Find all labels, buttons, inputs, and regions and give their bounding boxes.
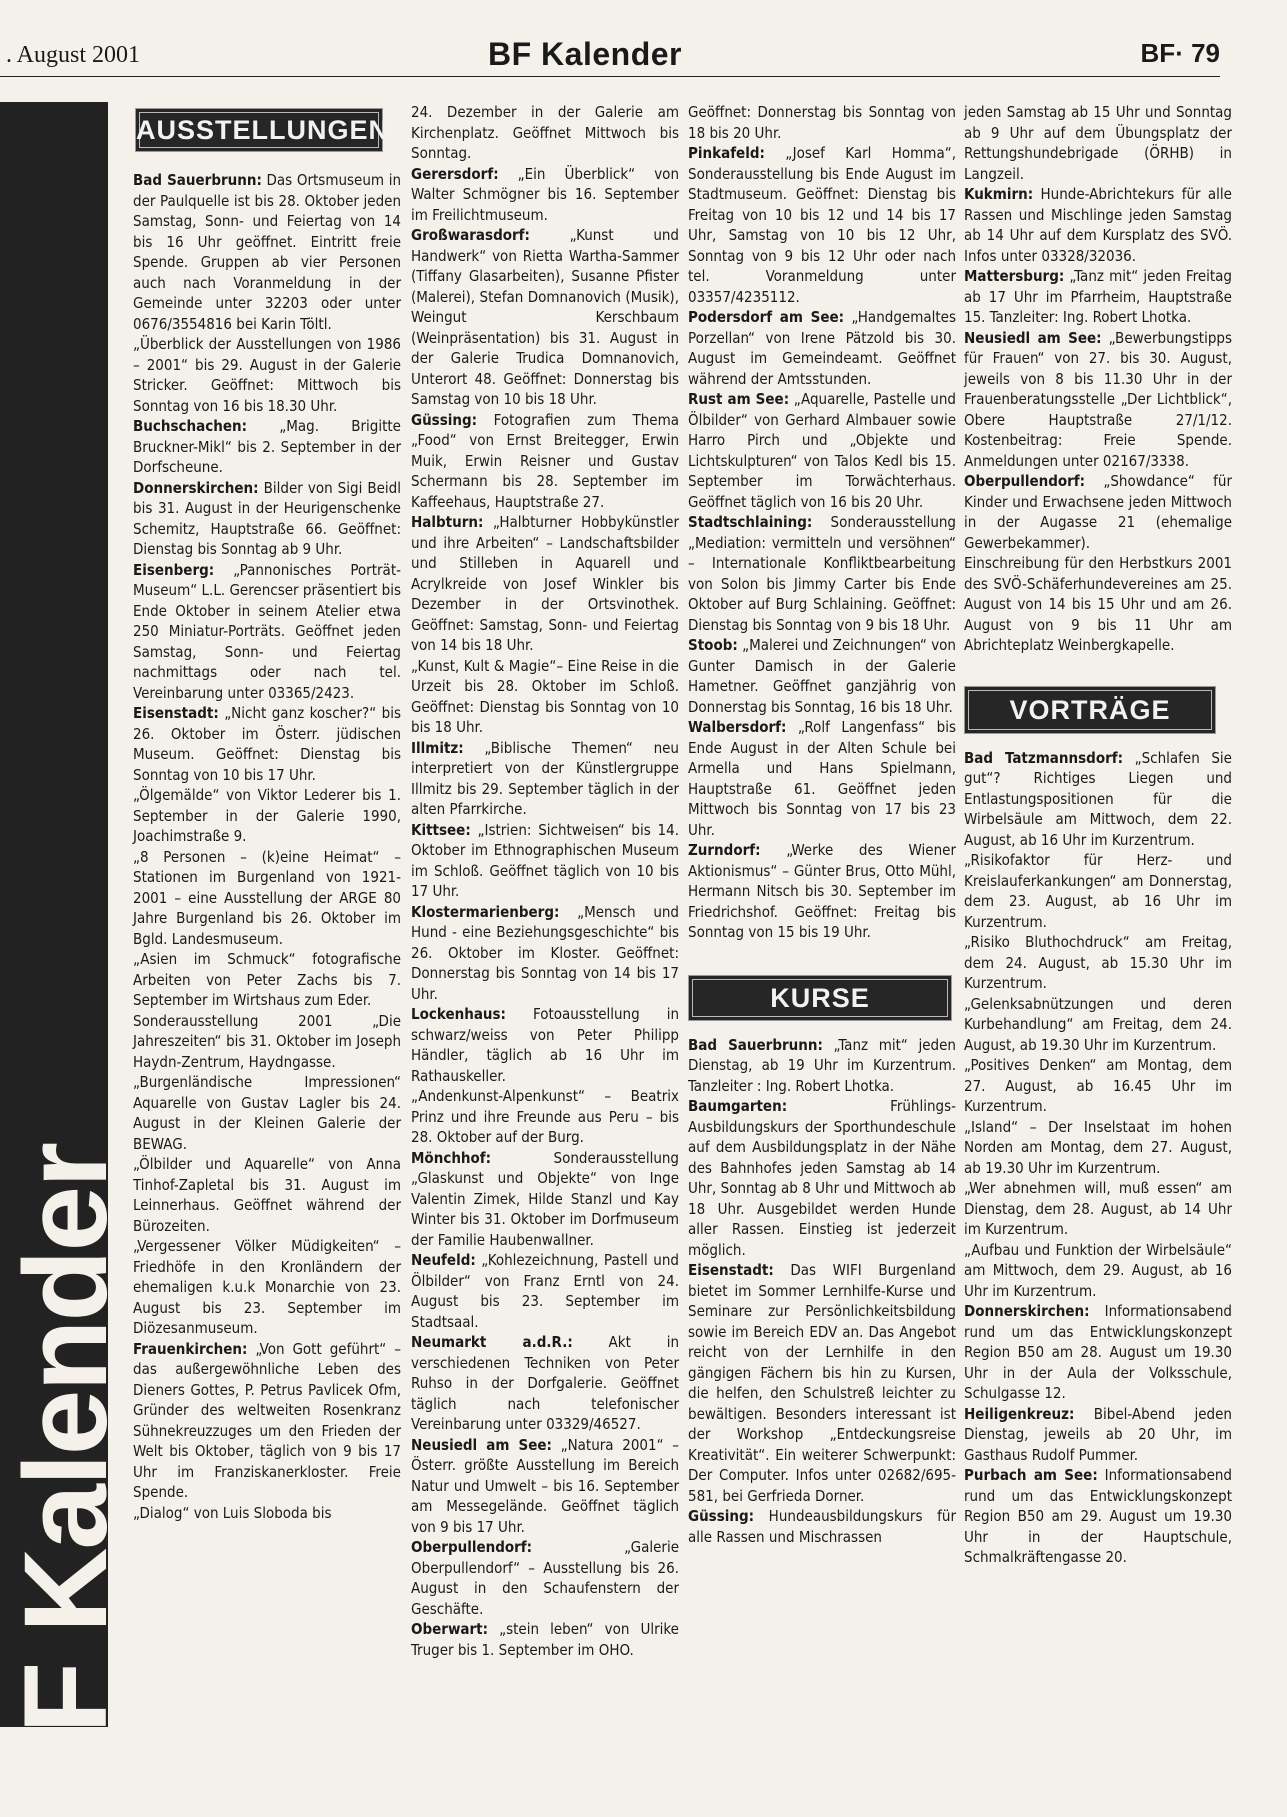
entry-location: Oberwart: [411,1620,489,1638]
calendar-entry [964,994,1232,1056]
entry-text: Hundeausbildungskurs für alle Rassen und Mischrassen [688,1507,956,1546]
entry-location: Neumarkt a.d.R.: [411,1333,573,1351]
entries-col-4a [964,102,1232,656]
entry-text: Akt in verschiedenen Techniken von Peter Ruhso in der Dorfgalerie. Geöffnet täglich nach telefonischer Vereinbarung unter 03329/46527. [411,1333,679,1433]
section-header-kurse: KURSE [688,975,952,1021]
calendar-entry [411,1537,679,1619]
calendar-entry [688,512,956,635]
entry-text: „Dialog“ von Luis Sloboda bis [133,1503,332,1522]
entry-text: „Rolf Langenfass“ bis Ende August in der Alten Schule bei Armella und Hans Spielmann, Hauptstraße 61. Geöffnet jeden Mittwoch bis Sonntag von 17 bis 23 Uhr. [688,718,956,839]
entry-location: Buchschachen: [133,417,248,435]
entry-text: „Halbturner Hobbykünstler und ihre Arbeiten“ – Landschaftsbilder und Stilleben in Aquarell und Acrylkreide von Josef Winkler bis Dezember in der Ortsvinothek. Geöffnet: Samstag, Sonn- und Feiertag von 14 bis 18 Uhr. [411,513,679,654]
entry-text: Sonderausstellung „Glaskunst und Objekte“ von Inge Valentin Zimek, Hilde Stanzl und Kay Winter bis 31. Oktober im Dorfmuseum der Familie Haubenwallner. [411,1148,679,1249]
entry-text: „Tanz mit“ jeden Dienstag, ab 19 Uhr im Kurzentrum. Tanzleiter : Ing. Robert Lhotka. [688,1035,956,1095]
calendar-entry [964,1240,1232,1302]
calendar-entry [964,1301,1232,1404]
entry-text: Geöffnet: Donnerstag bis Sonntag von 18 bis 20 Uhr. [688,103,956,142]
entry-location: Podersdorf am See: [688,308,845,326]
calendar-entry [688,1035,956,1097]
calendar-entry [133,1236,401,1339]
entry-text: Frühlings-Ausbildungskurs der Sporthundeschule auf dem Ausbildungsplatz in der Nähe des Bahnhofes jeden Samstag ab 14 Uhr, Sonntag ab 8 Uhr und Mittwoch ab 18 Uhr. Ausgebildet werden Hunde aller Rassen. Einstieg ist jederzeit möglich. [688,1097,956,1259]
calendar-entry [133,847,401,950]
calendar-entry [133,170,401,334]
entry-text: „Kunst, Kult & Magie“– Eine Reise in die Urzeit bis 28. Oktober im Schloß. Geöffnet: Dienstag bis Sonntag von 10 bis 18 Uhr. [411,656,679,736]
calendar-entry [133,416,401,478]
entry-location: Oberpullendorf: [411,1538,533,1556]
entry-text: „Risiko Bluthochdruck“ am Freitag, dem 24. August, ab 15.30 Uhr im Kurzentrum. [964,933,1232,992]
calendar-entry [411,902,679,1005]
entry-text: „Positives Denken“ am Montag, dem 27. August, ab 16.45 Uhr im Kurzentrum. [964,1056,1232,1115]
entry-text: „Kunst und Handwerk“ von Rietta Wartha-Sammer (Tiffany Glasarbeiten), Susanne Pfister (Malerei), Stefan Domnanovich (Musik), Weingut Kerschbaum (Weinpräsentation) bis 31. August in der Galerie Trudica Domnanovich, Unterort 48. Geöffnet: Donnerstag bis Samstag von 10 bis 18 Uhr. [411,226,679,408]
entry-text: „Wer abnehmen will, muß essen“ am Dienstag, dem 28. August, ab 14 Uhr im Kurzentrum. [964,1179,1232,1238]
calendar-entry [411,1086,679,1148]
entry-text: jeden Samstag ab 15 Uhr und Sonntag ab 9 Uhr auf dem Übungsplatz der Rettungshundebrigade (ÖRHB) in Langzeil. [964,103,1232,183]
calendar-entry [411,1332,679,1435]
entry-text: „Galerie Oberpullendorf“ – Ausstellung bis 26. August in den Schaufenstern der Geschäfte. [411,1538,679,1618]
entry-text: „Island“ – Der Inselstaat im hohen Norden am Montag, dem 27. August, ab 19.30 Uhr im Kurzentrum. [964,1117,1232,1177]
entries-col-2 [411,102,679,1660]
section-header-vortraege: VORTRÄGE [964,686,1216,734]
entry-location: Kittsee: [411,820,471,839]
entry-text: „Bewerbungstipps für Frauen“ von 27. bis 30. August, jeweils von 8 bis 11.30 Uhr in der Frauenberatungsstelle „Der Lichtblick“, Obere Hauptstraße 27/1/12. Kostenbeitrag: Freie Spende. Anmeldungen unter 02167/3338. [964,328,1232,470]
calendar-entry [964,1055,1232,1117]
entry-location: Kukmirn: [964,185,1034,203]
column-1 [133,102,401,1523]
entry-text: „Burgenländische Impressionen“ Aquarelle von Gustav Lagler bis 24. August in der Kleinen Galerie der BEWAG. [133,1073,401,1153]
entry-text: Fotografien zum Thema „Food“ von Ernst Breitegger, Erwin Muik, Erwin Reisner und Gustav Schermann bis 28. September im Kaffeehaus, Hauptstraße 27. [411,410,679,511]
entry-text: Bilder von Sigi Beidl bis 31. August in der Heurigenschenke Schemitz, Hauptstraße 66. Geöffnet: Dienstag bis Sonntag ab 9 Uhr. [133,478,401,558]
entry-location: Baumgarten: [688,1097,788,1115]
calendar-entry [133,1154,401,1236]
calendar-entry [964,850,1232,932]
column-3 [688,102,956,1547]
calendar-entry [411,820,679,902]
entries-col-3b [688,1035,956,1548]
calendar-entry [964,553,1232,656]
entry-text: „Gelenksabnützungen und deren Kurbehandlung“ am Freitag, dem 24. August, ab 19.30 Uhr im Kurzentrum. [964,994,1232,1054]
entry-location: Güssing: [688,1507,755,1525]
entry-text: „Ölbilder und Aquarelle“ von Anna Tinhof-Zapletal bis 31. August im Leinnerhaus. Geöffnet während der Bürozeiten. [133,1155,401,1235]
calendar-entry [411,656,679,738]
entry-location: Purbach am See: [964,1466,1098,1484]
entry-location: Stoob: [688,636,738,654]
entry-location: Neufeld: [411,1251,476,1269]
entry-location: Rust am See: [688,390,790,408]
entry-text: „Vergessener Völker Müdigkeiten“ – Friedhöfe in den Kronländern der ehemaligen k.u.k Monarchie von 23. August bis 23. September im Diözesanmuseum. [133,1237,401,1337]
calendar-entry [411,410,679,513]
calendar-entry [964,1117,1232,1179]
entry-location: Neusiedl am See: [411,1435,552,1454]
entry-text: Hunde-Abrichtekurs für alle Rassen und Mischlinge jeden Samstag ab 14 Uhr auf dem Kursplatz des SVÖ. Infos unter 03328/32036. [964,185,1232,265]
entry-text: „Natura 2001“ – Österr. größte Ausstellung im Bereich Natur und Umwelt – bis 16. September am Messegelände. Geöffnet täglich von 9 bis 17 Uhr. [411,1435,679,1536]
entry-text: Das Ortsmuseum in der Paulquelle ist bis 28. Oktober jeden Samstag, Sonn- und Feiertag von 14 bis 16 Uhr geöffnet. Eintritt freie Spende. Gruppen ab vier Personen auch nach Voranmeldung in der Gemeinde unter 32203 oder unter 0676/3554816 bei Karin Töltl. [133,171,401,333]
entries-col-4b [964,748,1232,1568]
entry-text: „Tanz mit“ jeden Freitag ab 17 Uhr im Pfarrheim, Hauptstraße 15. Tanzleiter: Ing. Robert Lhotka. [964,267,1232,326]
entry-location: Walbersdorf: [688,718,787,736]
calendar-entry [411,738,679,820]
entry-text: „Showdance“ für Kinder und Erwachsene jeden Mittwoch in der Augasse 21 (ehemalige Gewerbekammer). [964,472,1232,552]
calendar-entry [964,1404,1232,1466]
calendar-entry [964,748,1232,851]
calendar-entry [133,1011,401,1073]
entry-location: Bad Sauerbrunn: [688,1035,823,1054]
section-header-ausstellungen: AUSSTELLUNGEN [135,108,383,152]
page-number: BF· 79 [1140,38,1220,68]
calendar-entry [688,102,956,143]
calendar-entry [964,184,1232,266]
entry-text: Informationsabend rund um das Entwicklungskonzept Region B50 am 29. August um 19.30 Uhr in der Hauptschule, Schmalkräftengasse 20. [964,1466,1232,1566]
entry-text: „Aquarelle, Pastelle und Ölbilder“ von Gerhard Almbauer sowie Harro Pirch und „Objekte und Lichtskulpturen“ von Talos Kedl bis 15. September im Torwächterhaus. Geöffnet täglich von 16 bis 20 Uhr. [688,390,956,511]
entry-location: Eisenstadt: [688,1261,774,1279]
entry-text: Fotoausstellung in schwarz/weiss von Peter Philipp Händler, täglich ab 16 Uhr im Rathauskeller. [411,1005,679,1085]
calendar-entry [411,1250,679,1332]
entry-text: „Asien im Schmuck“ fotografische Arbeiten von Peter Zachs bis 7. September im Wirtshaus zum Eder. [133,950,401,1009]
entry-text: Einschreibung für den Herbstkurs 2001 des SVÖ-Schäferhundevereines am 25. August von 14 bis 15 Uhr und am 26. August von 9 bis 11 Uhr am Abrichteplatz Weinbergkapelle. [964,554,1232,654]
calendar-entry [688,1096,956,1260]
entry-text: „Werke des Wiener Aktionismus“ – Günter Brus, Otto Mühl, Hermann Nitsch bis 30. September im Friedrichshof. Geöffnet: Freitag bis Sonntag von 15 bis 19 Uhr. [688,841,956,941]
entry-location: Halbturn: [411,513,484,531]
calendar-entry [688,635,956,717]
entry-text: Sonderausstellung „Mediation: vermitteln und versöhnen“ – Internationale Konfliktbearbeitung von Solon bis Jimmy Carter bis Ende Oktober auf Burg Schlaining. Geöffnet: Dienstag bis Sonntag von 9 bis 18 Uhr. [688,513,956,634]
entry-text: „Nicht ganz koscher?“ bis 26. Oktober im Österr. jüdischen Museum. Geöffnet: Dienstag bis Sonntag von 10 bis 17 Uhr. [133,704,401,784]
entry-text: „Mensch und Hund - eine Beziehungsgeschichte“ bis 26. Oktober im Kloster. Geöffnet: Donnerstag bis Sonntag von 14 bis 17 Uhr. [411,902,679,1003]
entry-location: Eisenberg: [133,560,215,579]
page-title: BF Kalender [488,36,682,72]
entry-text: „Ein Überblick“ von Walter Schmögner bis 16. September im Freilichtmuseum. [411,164,679,224]
entry-text: Das WIFI Burgenland bietet im Sommer Lernhilfe-Kurse und Seminare zur Persönlichkeitsbildung sowie im Bereich EDV an. Das Angebot reicht von der Lernhilfe in den gängigen Fächern bis hin zu Kursen, die helfen, den Schulstreß leichter zu bewältigen. Besonders interessant ist der Workshop „Entdeckungsreise Kreativität“. Ein weiterer Schwerpunkt: Der Computer. Infos unter 02682/695-581, bei Gerfrieda Dorner. [688,1261,956,1505]
calendar-entry [688,389,956,512]
entry-text: „Aufbau und Funktion der Wirbelsäule“ am Mittwoch, dem 29. August, ab 16 Uhr im Kurzentrum. [964,1240,1232,1300]
entry-location: Güssing: [411,410,478,429]
entry-text: 24. Dezember in der Galerie am Kirchenplatz. Geöffnet Mittwoch bis Sonntag. [411,103,679,162]
calendar-entry [133,1072,401,1154]
column-4 [964,102,1232,1568]
entry-text: „Risikofaktor für Herz- und Kreislauferkankungen“ am Donnerstag, dem 23. August, ab 16 Uhr im Kurzentrum. [964,851,1232,931]
entry-text: „Schlafen Sie gut“? Richtiges Liegen und Entlastungspositionen für die Wirbelsäule am Mittwoch, dem 22. August, ab 16 Uhr im Kurzentrum. [964,748,1232,849]
entry-text: „Andenkunst-Alpenkunst“ – Beatrix Prinz und ihre Freunde aus Peru – bis 28. Oktober auf der Burg. [411,1087,679,1146]
entry-text: „stein leben“ von Ulrike Truger bis 1. September im OHO. [411,1620,679,1659]
calendar-entry [964,932,1232,994]
entry-location: Oberpullendorf: [964,472,1086,490]
entry-text: „Josef Karl Homma“, Sonderausstellung bis Ende August im Stadtmuseum. Geöffnet: Dienstag bis Freitag von 10 bis 12 und 14 bis 17 Uhr, Samstag von 10 bis 12 Uhr, Sonntag von 9 bis 12 Uhr oder nach tel. Voranmeldung unter 03357/4235112. [688,144,956,306]
calendar-entry [411,164,679,226]
entry-location: Donnerskirchen: [964,1302,1090,1320]
calendar-entry [688,143,956,307]
calendar-entry [688,307,956,389]
calendar-entry [133,703,401,785]
calendar-entry [411,102,679,164]
calendar-entry [133,334,401,416]
calendar-entry [688,1260,956,1506]
sidebar-title: BF Kalender [0,1143,132,1817]
entry-text: „8 Personen – (k)eine Heimat“ – Stationen im Burgenland von 1921-2001 – eine Ausstellung der ARGE 80 Jahre Burgenland bis 26. Oktober im Bgld. Landesmuseum. [133,847,401,948]
calendar-entry [964,328,1232,472]
entry-location: Donnerskirchen: [133,478,259,497]
calendar-entry [964,102,1232,184]
entry-location: Bad Sauerbrunn: [133,171,262,189]
entry-location: Großwarasdorf: [411,226,530,244]
entry-text: „Handgemaltes Porzellan“ von Irene Pätzold bis 30. August im Gemeindeamt. Geöffnet während der Amtsstunden. [688,308,956,388]
calendar-entry [133,478,401,560]
entry-location: Illmitz: [411,738,464,757]
entry-text: „Istrien: Sichtweisen“ bis 14. Oktober im Ethnographischen Museum im Schloß. Geöffnet täglich von 10 bis 17 Uhr. [411,820,679,900]
calendar-entry [411,512,679,656]
calendar-entry [411,1004,679,1086]
entry-text: Bibel-Abend jeden Dienstag, jeweils ab 20 Uhr, im Gasthaus Rudolf Pummer. [964,1404,1232,1464]
calendar-entry [133,785,401,847]
entry-location: Lockenhaus: [411,1005,506,1023]
calendar-entry [133,560,401,704]
entry-text: „Malerei und Zeichnungen“ von Gunter Damisch in der Galerie Hametner. Geöffnet ganzjährig von Donnerstag bis Sonntag, 16 bis 18 Uhr. [688,636,956,716]
entry-location: Bad Tatzmannsdorf: [964,748,1124,767]
entries-col-3a [688,102,956,943]
entry-text: „Von Gott geführt“ – das außergewöhnliche Leben des Dieners Gottes, P. Petrus Pavlicek Ofm, Gründer des weltweiten Rosenkranz Sühnekreuzzuges um den Frieden der Welt bis Oktober, täglich von 9 bis 17 Uhr im Franziskanerkloster. Freie Spende. [133,1339,401,1501]
calendar-entry [411,225,679,410]
calendar-entry [411,1619,679,1660]
entry-text: „Kohlezeichnung, Pastell und Ölbilder“ von Franz Erntl von 24. August bis 23. September im Stadtsaal. [411,1251,679,1331]
calendar-entry [133,1339,401,1503]
entry-location: Heiligenkreuz: [964,1404,1075,1423]
entry-text: „Mag. Brigitte Bruckner-Mikl“ bis 2. September in der Dorfscheune. [133,417,401,476]
calendar-entry [688,840,956,943]
entry-text: „Biblische Themen“ neu interpretiert von der Künstlergruppe Illmitz bis 29. September täglich in der alten Pfarrkirche. [411,738,679,818]
calendar-entry [964,266,1232,328]
entry-text: Informationsabend rund um das Entwicklungskonzept Region B50 am 28. August um 19.30 Uhr in der Aula der Volksschule, Schulgasse 12. [964,1302,1232,1402]
entry-location: Mönchhof: [411,1148,492,1167]
calendar-entry [688,717,956,840]
entry-location: Gerersdorf: [411,164,499,183]
entry-text: „Pannonisches Porträt-Museum“ L.L. Gerencser präsentiert bis Ende Oktober in seinem Atelier etwa 250 Miniatur-Porträts. Geöffnet jeden Samstag, Sonn- und Feiertag nachmittags oder nach tel. Vereinbarung unter 03365/2423. [133,560,401,702]
calendar-entry [964,1465,1232,1568]
column-2 [411,102,679,1660]
entry-location: Pinkafeld: [688,144,765,162]
calendar-entry [964,471,1232,553]
entry-location: Eisenstadt: [133,704,219,722]
calendar-entry [964,1178,1232,1240]
entry-text: „Ölgemälde“ von Viktor Lederer bis 1. September in der Galerie 1990, Joachimstraße 9. [133,786,401,845]
entry-location: Frauenkirchen: [133,1339,248,1358]
calendar-entry [688,1506,956,1547]
sidebar-banner [0,102,132,1817]
entry-location: Stadtschlaining: [688,513,813,531]
entry-location: Mattersburg: [964,267,1065,285]
entry-text: Sonderausstellung 2001 „Die Jahreszeiten“ bis 31. Oktober im Joseph Haydn-Zentrum, Haydngasse. [133,1011,401,1071]
calendar-entry [133,949,401,1011]
calendar-entry [411,1148,679,1251]
entries-col-1 [133,170,401,1523]
calendar-entry [133,1503,401,1524]
issue-date: . August 2001 [6,42,141,68]
entry-text: „Überblick der Ausstellungen von 1986 – 2001“ bis 29. August in der Galerie Stricker. Geöffnet: Mittwoch bis Sonntag von 16 bis 18.30 Uhr. [133,335,401,415]
entry-location: Zurndorf: [688,841,761,859]
page-header [0,36,1220,77]
calendar-entry [411,1435,679,1538]
entry-location: Klostermarienberg: [411,902,560,921]
entry-location: Neusiedl am See: [964,328,1102,347]
